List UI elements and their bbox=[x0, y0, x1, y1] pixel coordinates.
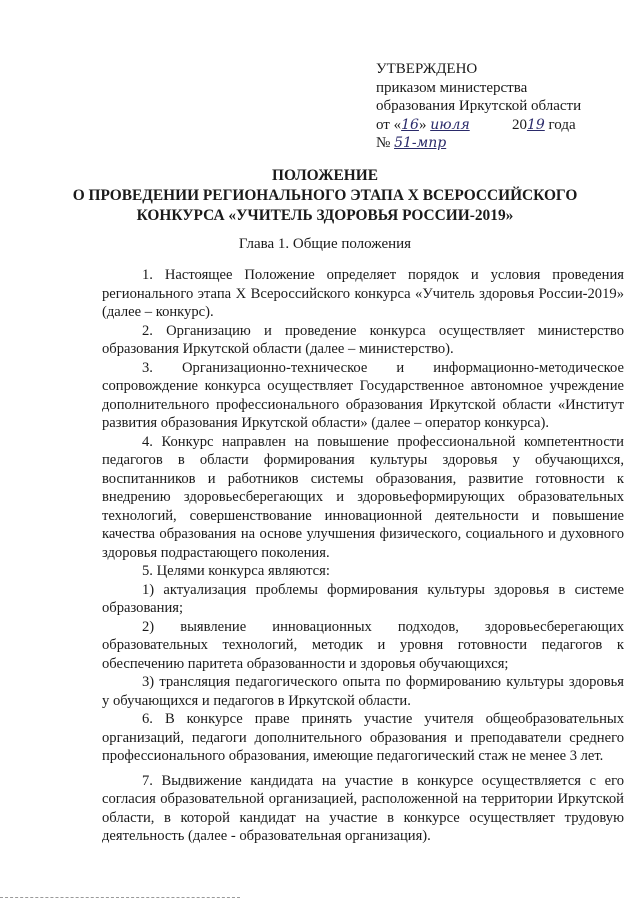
footer-rule bbox=[0, 897, 240, 898]
date-month-handwritten: июля bbox=[430, 116, 470, 133]
chapter-heading: Глава 1. Общие положения bbox=[238, 236, 412, 252]
document-title bbox=[40, 166, 610, 226]
paragraph-7: 7. Выдвижение кандидата на участие в конкурсе осуществляется с его согласия образовательной организацией, расположенной на территории Иркутской области, в которой кандидат на участие в конкурсе осуществляет трудовую деятельность (далее - образовательная организация). bbox=[102, 772, 624, 844]
paragraph-1: 1. Настоящее Положение определяет порядок и условия проведения регионального этапа X Всероссийского конкурса «Учитель здоровья России-2019» (далее – конкурс). bbox=[102, 267, 624, 320]
paragraph-4: 4. Конкурс направлен на повышение профессиональной компетентности педагогов в области формирования культуры здоровья у обучающихся, воспитанников и работников системы образования, развитие готовности к внедрению здоровьесберегающих и здоровьеформирующих образовательных технологий, совершенствование инновационной деятельности и повышение качества образования на основе улучшения физического, социального и духовного здоровья подрастающего поколения. bbox=[102, 433, 624, 561]
approval-line-ministry: образования Иркутской области bbox=[376, 98, 582, 114]
goal-3: 3) трансляция педагогического опыта по формированию культуры здоровья у обучающихся и педагогов в Иркутской области. bbox=[102, 674, 624, 709]
approval-heading: УТВЕРЖДЕНО bbox=[376, 61, 478, 77]
number-prefix: № bbox=[376, 135, 395, 151]
approval-date-line bbox=[376, 116, 626, 135]
goal-1: 1) актуализация проблемы формирования культуры здоровья в системе образования; bbox=[102, 581, 624, 616]
paragraph-3: 3. Организационно-техническое и информационно-методическое сопровождение конкурса осуществляет Государственное автономное учреждение дополнительного профессионального образования Иркутской области «Институт развития образования Иркутской области» (далее – оператор конкурса). bbox=[102, 359, 624, 431]
title-line-3: КОНКУРСА «УЧИТЕЛЬ ЗДОРОВЬЯ РОССИИ-2019» bbox=[136, 207, 514, 224]
approval-block bbox=[376, 60, 626, 153]
date-prefix: от « bbox=[376, 116, 402, 133]
paragraph-5: 5. Целями конкурса являются: bbox=[142, 563, 330, 579]
paragraph-2: 2. Организацию и проведение конкурса осуществляет министерство образования Иркутской области (далее – министерство). bbox=[102, 322, 624, 357]
number-handwritten: 51-мпр bbox=[394, 135, 447, 151]
date-suffix: года bbox=[544, 116, 576, 133]
document-body bbox=[102, 266, 624, 846]
date-century: 20 bbox=[508, 116, 527, 133]
approval-line-order: приказом министерства bbox=[376, 79, 528, 96]
date-mid: » bbox=[418, 116, 431, 133]
date-year-handwritten: 19 bbox=[526, 116, 545, 133]
approval-number-line bbox=[376, 134, 626, 153]
date-day-handwritten: 16 bbox=[401, 116, 419, 133]
goal-2: 2) выявление инновационных подходов, здоровьесберегающих образовательных технологий, методик и уровня готовности педагогов к обеспечению паритета образованности и здоровья обучающихся; bbox=[102, 618, 624, 672]
paragraph-6: 6. В конкурсе праве принять участие учителя общеобразовательных организаций, педагоги дополнительного образования и преподаватели среднего профессионального образования, имеющие педагогический стаж не менее 3 лет. bbox=[102, 711, 624, 764]
title-line-1: ПОЛОЖЕНИЕ bbox=[272, 167, 378, 184]
title-line-2: О ПРОВЕДЕНИИ РЕГИОНАЛЬНОГО ЭТАПА X ВСЕРОССИЙСКОГО bbox=[72, 187, 578, 204]
